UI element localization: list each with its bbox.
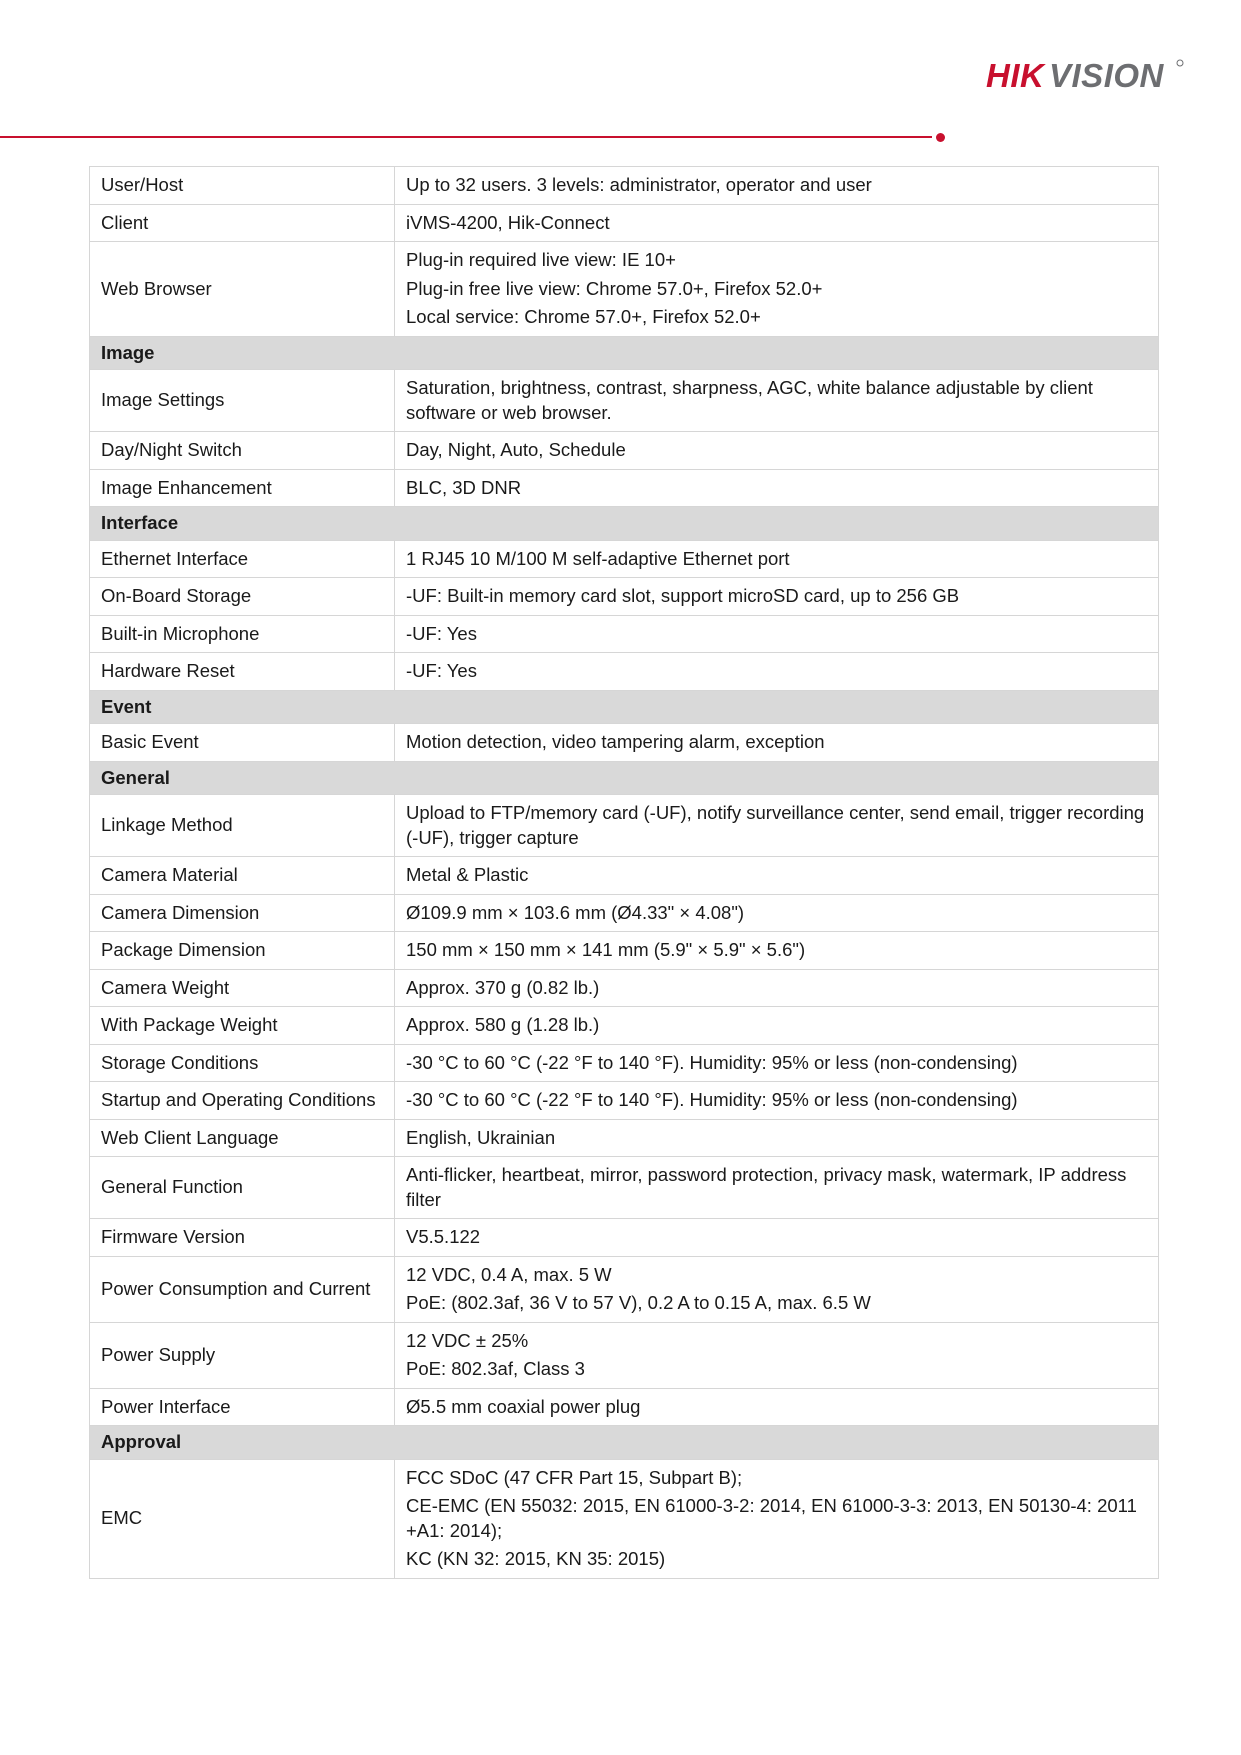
spec-label: On-Board Storage xyxy=(90,578,395,616)
spec-label: Day/Night Switch xyxy=(90,432,395,470)
spec-value xyxy=(395,540,1159,578)
spec-label: EMC xyxy=(90,1459,395,1578)
spec-row xyxy=(90,653,1159,691)
spec-value xyxy=(395,1044,1159,1082)
spec-value-line: -30 °C to 60 °C (-22 °F to 140 °F). Humidity: 95% or less (non-condensing) xyxy=(406,1089,1018,1110)
spec-value xyxy=(395,1219,1159,1257)
spec-row xyxy=(90,1119,1159,1157)
spec-value-line: Motion detection, video tampering alarm, exception xyxy=(406,731,825,752)
spec-value-line: English, Ukrainian xyxy=(406,1126,556,1148)
spec-label: Web Browser xyxy=(90,242,395,337)
spec-value-line: Metal & Plastic xyxy=(406,864,529,885)
spec-value-line: PoE: (802.3af, 36 V to 57 V), 0.2 A to 0.15 A, max. 6.5 W xyxy=(406,1292,871,1313)
spec-value-line: Approx. 370 g (0.82 lb.) xyxy=(406,976,600,998)
spec-value-line: Ø109.9 mm × 103.6 mm (Ø4.33" × 4.08") xyxy=(406,901,745,923)
spec-label: User/Host xyxy=(90,167,395,205)
spec-value xyxy=(395,167,1159,205)
spec-row xyxy=(90,1322,1159,1388)
spec-value xyxy=(395,1322,1159,1388)
spec-value xyxy=(395,469,1159,507)
spec-value xyxy=(395,242,1159,337)
spec-row xyxy=(90,469,1159,507)
spec-label: Power Supply xyxy=(90,1322,395,1388)
spec-value-line: Approx. 580 g (1.28 lb.) xyxy=(406,1014,600,1035)
spec-row xyxy=(90,1256,1159,1322)
section-title: Interface xyxy=(90,507,1159,541)
hikvision-logo xyxy=(986,55,1186,97)
header-rule-dot xyxy=(936,133,945,142)
spec-value xyxy=(395,204,1159,242)
spec-value-line: Plug-in free live view: Chrome 57.0+, Firefox 52.0+ xyxy=(406,277,823,299)
spec-value-line: iVMS-4200, Hik-Connect xyxy=(406,211,610,233)
spec-value xyxy=(395,653,1159,691)
spec-label: Firmware Version xyxy=(90,1219,395,1257)
spec-value-line: 150 mm × 150 mm × 141 mm (5.9" × 5.9" × 5.6") xyxy=(406,939,806,960)
spec-row xyxy=(90,795,1159,857)
spec-value-line: -30 °C to 60 °C (-22 °F to 140 °F). Humidity: 95% or less (non-condensing) xyxy=(406,1051,1018,1073)
spec-row xyxy=(90,1157,1159,1219)
spec-value-line: Upload to FTP/memory card (-UF), notify surveillance center, send email, trigger recording (-UF), trigger capture xyxy=(406,802,1145,848)
spec-label: Image Enhancement xyxy=(90,469,395,507)
spec-row xyxy=(90,615,1159,653)
spec-value-line: Day, Night, Auto, Schedule xyxy=(406,439,626,460)
spec-row xyxy=(90,167,1159,205)
spec-row xyxy=(90,1219,1159,1257)
spec-value-line: Anti-flicker, heartbeat, mirror, password protection, privacy mask, watermark, IP address filter xyxy=(406,1164,1127,1210)
spec-value xyxy=(395,1007,1159,1045)
spec-label: Linkage Method xyxy=(90,795,395,857)
spec-label: Basic Event xyxy=(90,724,395,762)
spec-value-line: FCC SDoC (47 CFR Part 15, Subpart B); xyxy=(406,1466,743,1488)
spec-value xyxy=(395,724,1159,762)
spec-label: Hardware Reset xyxy=(90,653,395,691)
spec-label: Storage Conditions xyxy=(90,1044,395,1082)
spec-label: Startup and Operating Conditions xyxy=(90,1082,395,1120)
spec-label: Power Consumption and Current xyxy=(90,1256,395,1322)
spec-label: Package Dimension xyxy=(90,932,395,970)
spec-value xyxy=(395,1082,1159,1120)
spec-label: Camera Weight xyxy=(90,969,395,1007)
spec-value xyxy=(395,1388,1159,1426)
spec-value-line: Saturation, brightness, contrast, sharpness, AGC, white balance adjustable by client software or web browser. xyxy=(406,377,1093,423)
spec-table-body xyxy=(90,167,1159,1579)
spec-row xyxy=(90,1459,1159,1578)
spec-value-line: 12 VDC, 0.4 A, max. 5 W xyxy=(406,1263,612,1285)
spec-label: With Package Weight xyxy=(90,1007,395,1045)
spec-label: Web Client Language xyxy=(90,1119,395,1157)
spec-label: Client xyxy=(90,204,395,242)
section-title: Approval xyxy=(90,1426,1159,1460)
spec-table xyxy=(89,166,1159,1579)
header-rule xyxy=(0,136,932,138)
spec-value-line: CE-EMC (EN 55032: 2015, EN 61000-3-2: 2014, EN 61000-3-3: 2013, EN 50130-4: 2011 +A1: 2014); xyxy=(406,1495,1137,1541)
spec-value xyxy=(395,969,1159,1007)
spec-row xyxy=(90,242,1159,337)
section-header-row xyxy=(90,336,1159,370)
spec-value xyxy=(395,795,1159,857)
section-header-row xyxy=(90,1426,1159,1460)
spec-row xyxy=(90,724,1159,762)
section-title: Event xyxy=(90,690,1159,724)
spec-row xyxy=(90,1082,1159,1120)
spec-value-line: -UF: Yes xyxy=(406,622,477,644)
spec-value-line: -UF: Yes xyxy=(406,660,477,681)
spec-value xyxy=(395,1157,1159,1219)
spec-value-line: PoE: 802.3af, Class 3 xyxy=(406,1358,585,1379)
spec-value xyxy=(395,1119,1159,1157)
spec-label: Camera Dimension xyxy=(90,894,395,932)
spec-row xyxy=(90,857,1159,895)
spec-row xyxy=(90,1007,1159,1045)
spec-label: Camera Material xyxy=(90,857,395,895)
svg-text:VISION: VISION xyxy=(1049,57,1164,94)
spec-value xyxy=(395,432,1159,470)
spec-row xyxy=(90,370,1159,432)
spec-value-line: 1 RJ45 10 M/100 M self-adaptive Ethernet port xyxy=(406,547,790,569)
spec-value xyxy=(395,578,1159,616)
spec-row xyxy=(90,1044,1159,1082)
spec-value-line: Plug-in required live view: IE 10+ xyxy=(406,249,676,270)
spec-label: Power Interface xyxy=(90,1388,395,1426)
spec-label: General Function xyxy=(90,1157,395,1219)
spec-row xyxy=(90,1388,1159,1426)
spec-value xyxy=(395,1256,1159,1322)
section-header-row xyxy=(90,507,1159,541)
spec-label: Built-in Microphone xyxy=(90,615,395,653)
spec-value xyxy=(395,615,1159,653)
spec-value xyxy=(395,894,1159,932)
spec-value xyxy=(395,932,1159,970)
spec-value-line: Up to 32 users. 3 levels: administrator, operator and user xyxy=(406,174,872,195)
spec-row xyxy=(90,578,1159,616)
spec-value-line: -UF: Built-in memory card slot, support microSD card, up to 256 GB xyxy=(406,585,960,606)
spec-value-line: KC (KN 32: 2015, KN 35: 2015) xyxy=(406,1548,666,1569)
spec-row xyxy=(90,932,1159,970)
spec-value-line: 12 VDC ± 25% xyxy=(406,1329,529,1351)
section-title: Image xyxy=(90,336,1159,370)
spec-label: Ethernet Interface xyxy=(90,540,395,578)
spec-label: Image Settings xyxy=(90,370,395,432)
section-header-row xyxy=(90,690,1159,724)
spec-value xyxy=(395,1459,1159,1578)
spec-value-line: BLC, 3D DNR xyxy=(406,476,522,498)
spec-value xyxy=(395,857,1159,895)
spec-row xyxy=(90,969,1159,1007)
spec-value-line: V5.5.122 xyxy=(406,1226,481,1247)
spec-value xyxy=(395,370,1159,432)
spec-row xyxy=(90,432,1159,470)
spec-value-line: Local service: Chrome 57.0+, Firefox 52.0+ xyxy=(406,306,761,327)
svg-text:HIK: HIK xyxy=(986,57,1045,94)
spec-row xyxy=(90,540,1159,578)
section-header-row xyxy=(90,761,1159,795)
section-title: General xyxy=(90,761,1159,795)
spec-row xyxy=(90,204,1159,242)
spec-row xyxy=(90,894,1159,932)
spec-value-line: Ø5.5 mm coaxial power plug xyxy=(406,1395,641,1417)
